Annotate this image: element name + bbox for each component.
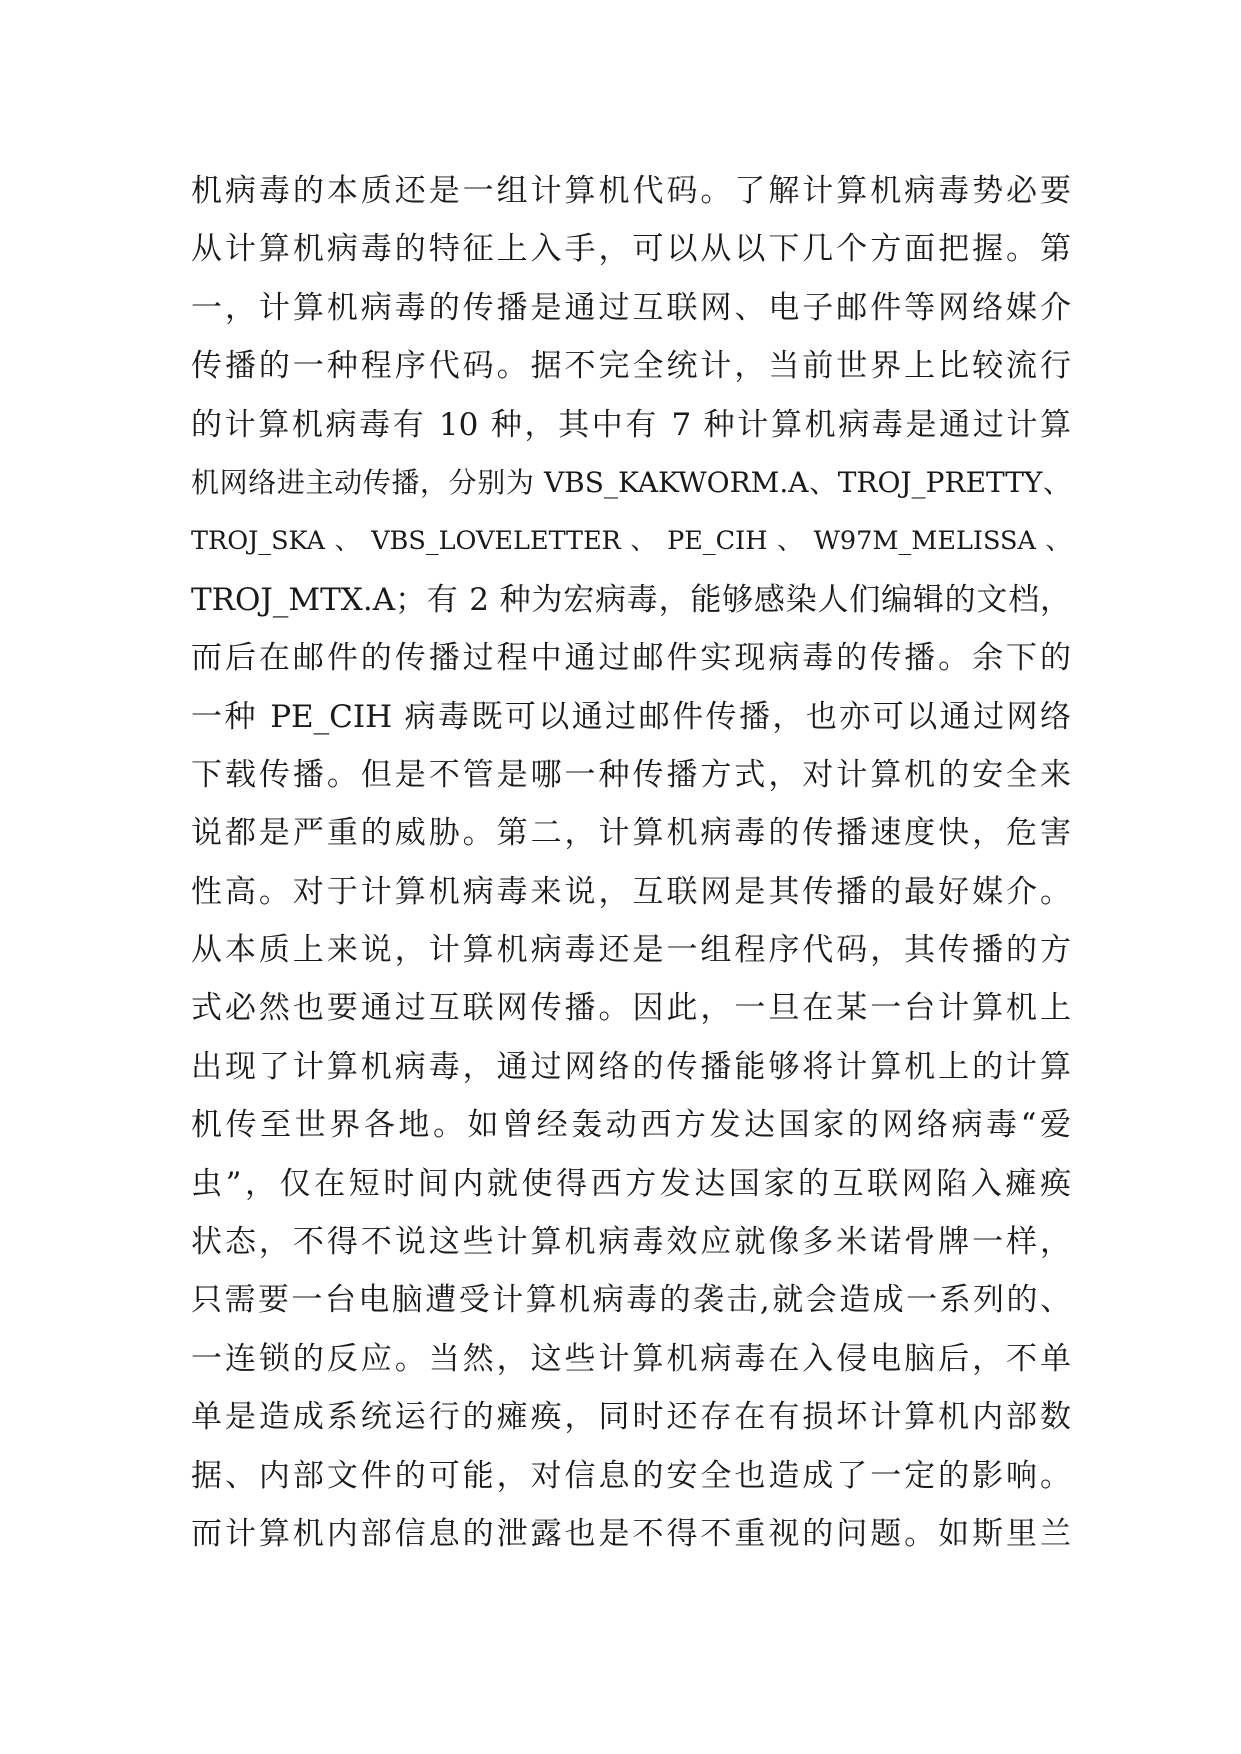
text-line: TROJ_SKA 、 VBS_LOVELETTER 、 PE_CIH 、 W97M_MELISSA 、	[191, 526, 1071, 557]
text-line: 出现了计算机病毒，通过网络的传播能够将计算机上的计算	[191, 1048, 1071, 1085]
text-line: 从计算机病毒的特征上入手，可以从以下几个方面把握。第	[191, 231, 1071, 268]
text-line: 一连锁的反应。当然，这些计算机病毒在入侵电脑后，不单	[191, 1340, 1071, 1377]
text-line: 单是造成系统运行的瘫痪，同时还存在有损坏计算机内部数	[191, 1399, 1071, 1436]
text-line: 机网络进主动传播，分别为 VBS_KAKWORM.A、TROJ_PRETTY、	[191, 465, 1071, 499]
text-line: 下载传播。但是不管是哪一种传播方式，对计算机的安全来	[191, 756, 1071, 793]
text-line: 据、内部文件的可能，对信息的安全也造成了一定的影响。	[191, 1457, 1071, 1494]
text-line: 状态，不得不说这些计算机病毒效应就像多米诺骨牌一样，	[191, 1224, 1071, 1261]
text-line: TROJ_MTX.A；有 2 种为宏病毒，能够感染人们编辑的文档，	[191, 581, 1071, 618]
text-line: 式必然也要通过互联网传播。因此，一旦在某一台计算机上	[191, 990, 1071, 1027]
text-line: 机传至世界各地。如曾经轰动西方发达国家的网络病毒“爱	[191, 1107, 1071, 1144]
body-text	[191, 162, 1071, 1563]
text-line: 虫”，仅在短时间内就使得西方发达国家的互联网陷入瘫痪	[191, 1165, 1071, 1202]
text-line: 一，计算机病毒的传播是通过互联网、电子邮件等网络媒介	[191, 289, 1071, 326]
text-line: 说都是严重的威胁。第二，计算机病毒的传播速度快，危害	[191, 815, 1071, 852]
text-line: 只需要一台电脑遭受计算机病毒的袭击,就会造成一系列的、	[191, 1282, 1071, 1319]
text-line: 一种 PE_CIH 病毒既可以通过邮件传播，也亦可以通过网络	[191, 698, 1071, 735]
text-line: 的计算机病毒有 10 种，其中有 7 种计算机病毒是通过计算	[191, 406, 1071, 443]
text-line: 从本质上来说，计算机病毒还是一组程序代码，其传播的方	[191, 932, 1071, 969]
text-line: 性高。对于计算机病毒来说，互联网是其传播的最好媒介。	[191, 873, 1071, 910]
text-line: 而计算机内部信息的泄露也是不得不重视的问题。如斯里兰	[191, 1515, 1071, 1552]
text-line: 传播的一种程序代码。据不完全统计，当前世界上比较流行	[191, 348, 1071, 385]
text-line: 而后在邮件的传播过程中通过邮件实现病毒的传播。余下的	[191, 640, 1071, 677]
text-line: 机病毒的本质还是一组计算机代码。了解计算机病毒势必要	[191, 173, 1071, 209]
